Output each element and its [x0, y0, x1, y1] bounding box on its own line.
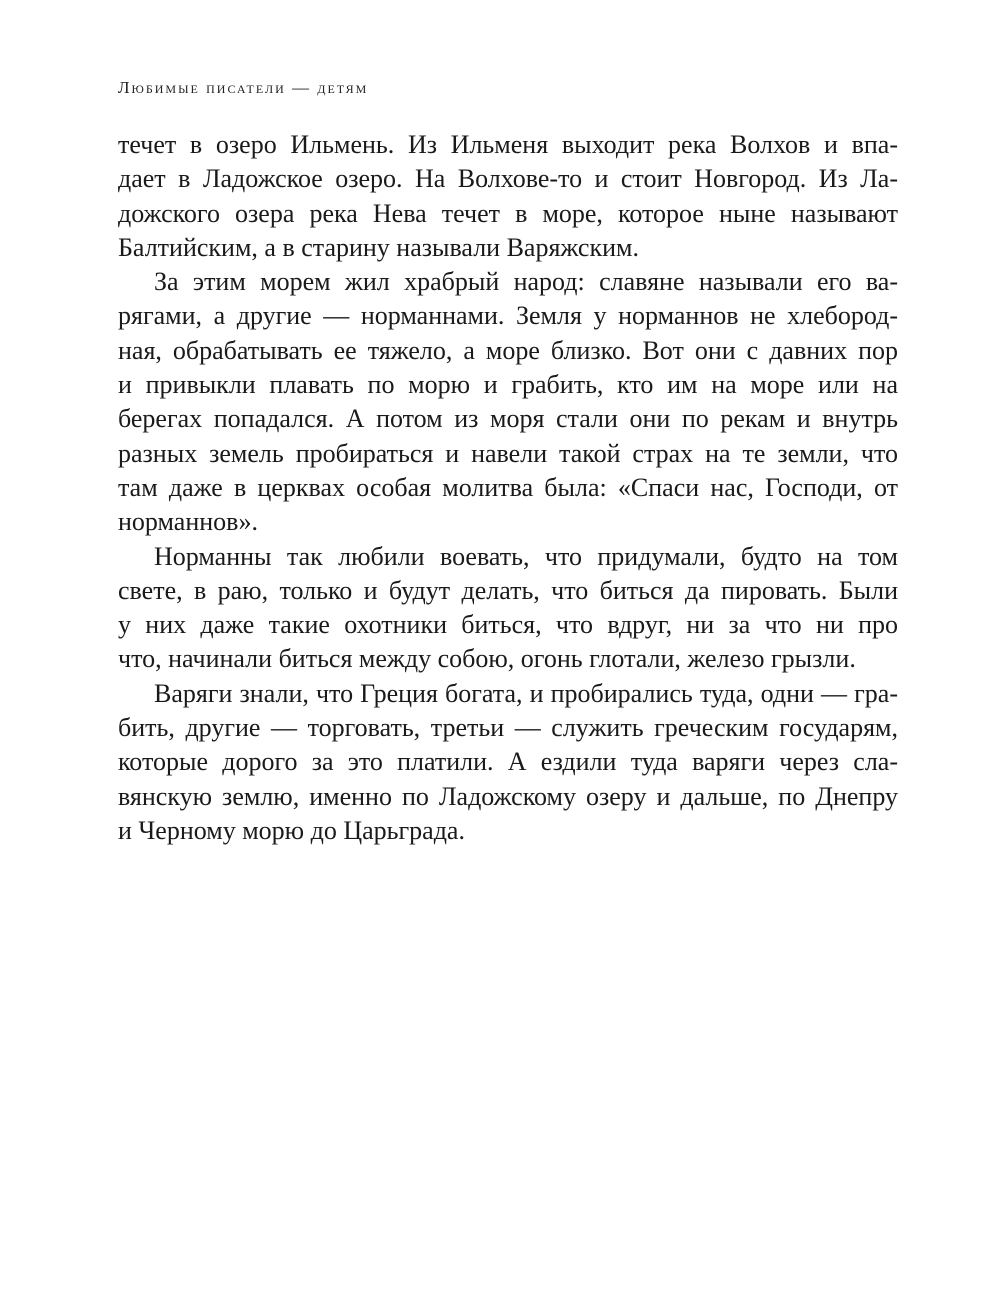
text-line: и Черному морю до Царьграда.: [118, 815, 465, 845]
text-line: ная, обрабатывать ее тяжело, а море близко. Вот они с давних пор: [118, 335, 898, 365]
text-line: и привыкли плавать по морю и грабить, кто им на море или на: [118, 370, 898, 400]
text-line: Норманны так любили воевать, что придумали, будто на том: [154, 541, 898, 571]
text-line: которые дорого за это платили. А ездили туда варяги через сла-: [118, 747, 898, 777]
text-line: За этим морем жил храбрый народ: славяне называли его ва-: [154, 267, 898, 297]
text-line: Балтийским, а в старину называли Варяжским.: [118, 232, 639, 262]
paragraph: [118, 128, 898, 265]
text-line: свете, в раю, только и будут делать, что биться да пировать. Были: [118, 575, 898, 605]
text-line: у них даже такие охотники биться, что вдруг, ни за что ни про: [118, 610, 898, 640]
text-line: разных земель пробираться и навели такой страх на те земли, что: [118, 438, 898, 468]
text-line: что, начинали биться между собою, огонь глотали, железо грызли.: [118, 644, 856, 674]
text-line: рягами, а другие — норманнами. Земля у норманнов не хлебород-: [118, 301, 898, 331]
paragraph: [118, 540, 898, 677]
text-line: бить, другие — торговать, третьи — служить греческим государям,: [118, 713, 898, 743]
text-line: вянскую землю, именно по Ладожскому озеру и дальше, по Днепру: [118, 781, 898, 811]
text-line: течет в озеро Ильмень. Из Ильменя выходит река Волхов и впа-: [118, 130, 898, 159]
body-text: [118, 128, 898, 848]
text-line: дожского озера река Нева течет в море, которое ныне называют: [118, 198, 898, 228]
text-line: там даже в церквах особая молитва была: «Спаси нас, Господи, от: [118, 472, 898, 502]
text-line: Варяги знали, что Греция богата, и пробирались туда, одни — гра-: [154, 678, 898, 708]
text-line: берегах попадался. А потом из моря стали они по рекам и внутрь: [118, 404, 898, 434]
paragraph: [118, 265, 898, 539]
running-head: Любимые писатели — детям: [118, 78, 369, 97]
paragraph: [118, 677, 898, 848]
text-line: дает в Ладожское озеро. На Волхове-то и стоит Новгород. Из Ла-: [118, 164, 898, 194]
text-line: норманнов».: [118, 507, 258, 537]
